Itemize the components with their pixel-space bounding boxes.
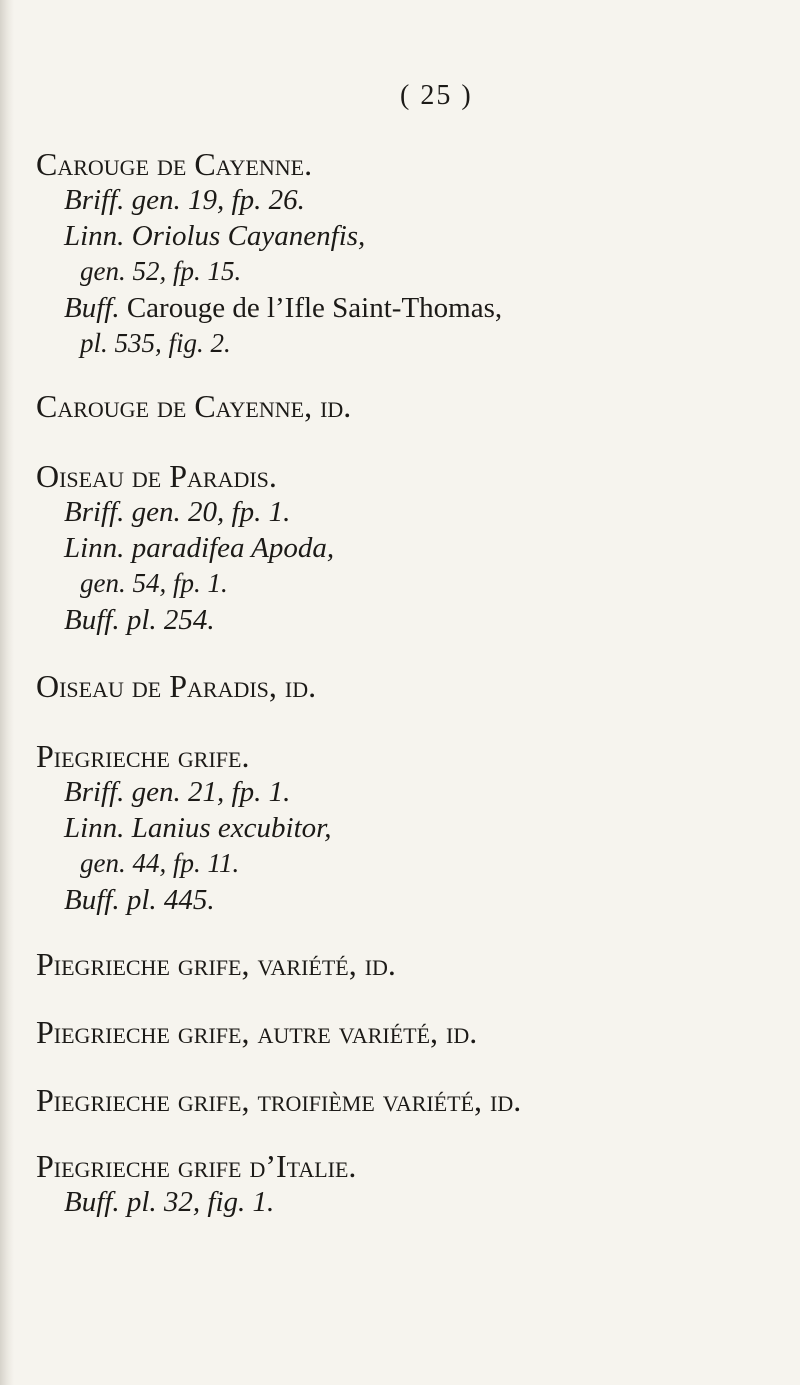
- reference-text: gen. 52, fp. 15.: [80, 256, 242, 286]
- reference-text: gen. 19, fp. 26.: [124, 184, 305, 216]
- reference-line: [64, 606, 215, 635]
- reference-line: [64, 186, 305, 215]
- reference-line: [80, 570, 228, 597]
- reference-text: gen. 44, fp. 11.: [80, 848, 240, 878]
- reference-line: [80, 330, 231, 357]
- entry-title: Piegrieche grife d’Italie.: [36, 1148, 357, 1184]
- reference-line: [64, 294, 502, 323]
- reference-text: gen. 21, fp. 1.: [124, 776, 291, 808]
- reference-line: [80, 258, 241, 285]
- entry-title: Carouge de Cayenne.: [36, 146, 313, 182]
- reference-author: Briff.: [64, 776, 125, 808]
- reference-text: pl. 445.: [119, 884, 215, 916]
- reference-author: Buff.: [64, 884, 120, 916]
- reference-line: [80, 850, 239, 877]
- entry-title: Piegrieche grife, variété, id.: [36, 946, 396, 982]
- reference-author: Linn.: [64, 220, 125, 252]
- reference-line: [64, 1188, 274, 1217]
- page-number: ( 25 ): [400, 80, 473, 111]
- reference-author: Buff.: [64, 604, 120, 636]
- entry-title: Piegrieche grife, troifième variété, id.: [36, 1082, 522, 1118]
- reference-text: pl. 535, fig. 2.: [80, 328, 231, 358]
- entry-title: Piegrieche grife, autre variété, id.: [36, 1014, 478, 1050]
- reference-author: Briff.: [64, 496, 125, 528]
- reference-text: gen. 20, fp. 1.: [124, 496, 291, 528]
- reference-text: Oriolus Cayanenfis,: [124, 220, 366, 252]
- reference-text: pl. 32, fig. 1.: [119, 1186, 275, 1218]
- reference-author: Buff.: [64, 1186, 120, 1218]
- reference-text: paradifea Apoda,: [124, 532, 335, 564]
- reference-text: pl. 254.: [119, 604, 215, 636]
- reference-line: [64, 886, 215, 915]
- entry-title: Piegrieche grife.: [36, 738, 250, 774]
- reference-author: Briff.: [64, 184, 125, 216]
- entry-title: Oiseau de Paradis, id.: [36, 668, 317, 704]
- reference-author: Linn.: [64, 812, 125, 844]
- reference-line: [64, 814, 331, 843]
- entry-title: Oiseau de Paradis.: [36, 458, 277, 494]
- reference-text: Lanius excubitor,: [124, 812, 332, 844]
- reference-line: [64, 778, 290, 807]
- reference-line: [64, 498, 290, 527]
- reference-author: Linn.: [64, 532, 125, 564]
- entry-title: Carouge de Cayenne, id.: [36, 388, 352, 424]
- reference-line: [64, 534, 334, 563]
- reference-text: gen. 54, fp. 1.: [80, 568, 228, 598]
- reference-text: Carouge de l’Ifle Saint-Thomas,: [119, 292, 503, 324]
- reference-author: Buff.: [64, 292, 120, 324]
- reference-line: [64, 222, 365, 251]
- page-edge-shadow: [0, 0, 14, 1385]
